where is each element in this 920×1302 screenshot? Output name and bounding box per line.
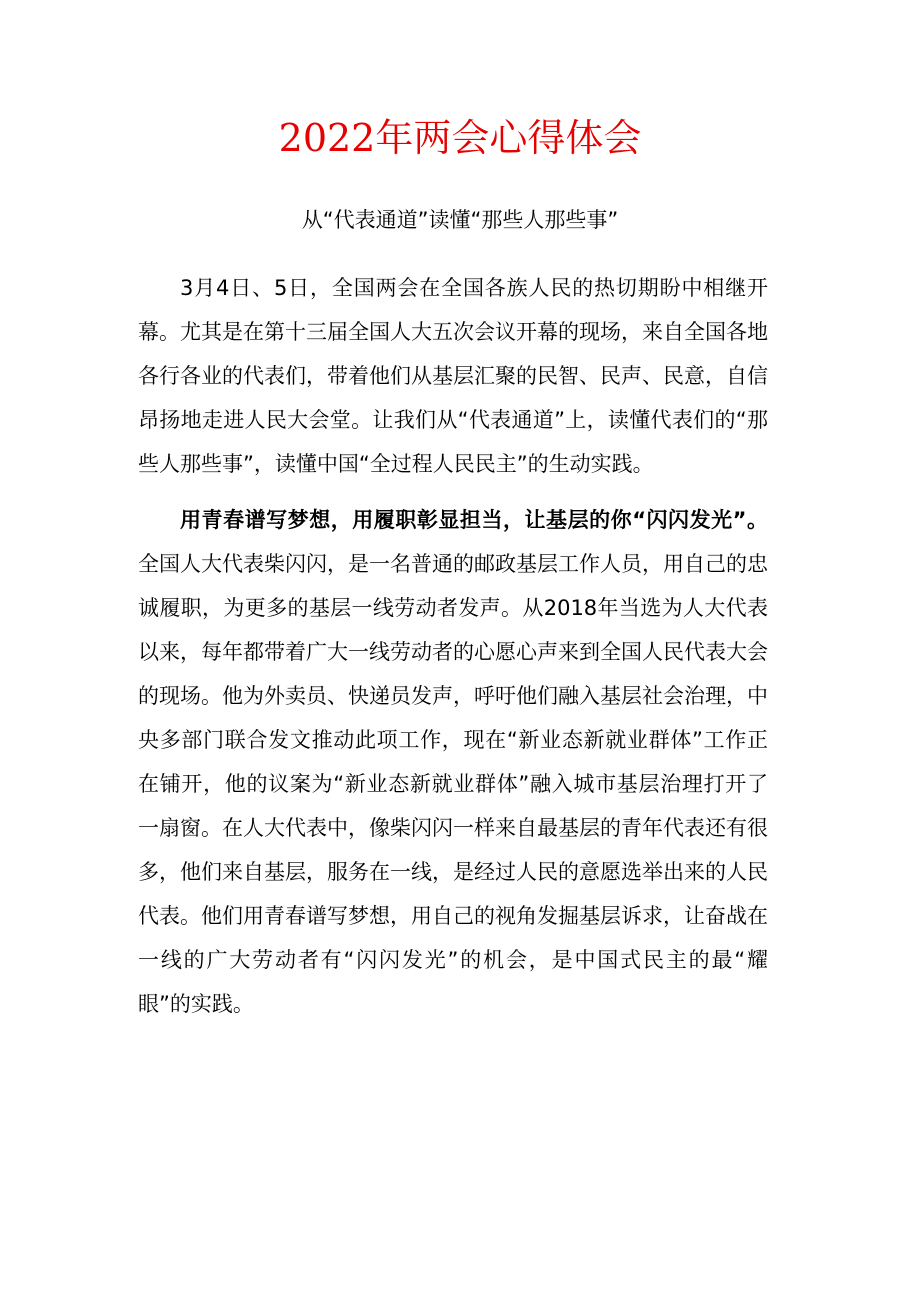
paragraph-intro: 3月4日、5日，全国两会在全国各族人民的热切期盼中相继开幕。尤其是在第十三届全国人大五次会议开幕的现场，来自全国各地各行各业的代表们，带着他们从基层汇聚的民智、民声、民意，自信昂扬地走进人民大会堂。让我们从“代表通道”上，读懂代表们的“那些人那些事”，读懂中国“全过程人民民主”的生动实践。	[138, 276, 768, 476]
document-subtitle: 从“代表通道”读懂“那些人那些事”	[301, 208, 619, 232]
paragraph-lead-heading: 用青春谱写梦想，用履职彰显担当，让基层的你“闪闪发光”。	[180, 508, 768, 532]
document-title: 2022年两会心得体会	[278, 116, 642, 160]
document-body	[138, 266, 768, 1026]
paragraph-chai-shanshan	[138, 498, 768, 1026]
paragraph-body-text: 全国人大代表柴闪闪，是一名普通的邮政基层工作人员，用自己的忠诚履职，为更多的基层一线劳动者发声。从2018年当选为人大代表以来，每年都带着广大一线劳动者的心愿心声来到全国人民代表大会的现场。他为外卖员、快递员发声，呼吁他们融入基层社会治理，中央多部门联合发文推动此项工作，现在“新业态新就业群体”工作正在铺开，他的议案为“新业态新就业群体”融入城市基层治理打开了一扇窗。在人大代表中，像柴闪闪一样来自最基层的青年代表还有很多，他们来自基层，服务在一线，是经过人民的意愿选举出来的人民代表。他们用青春谱写梦想，用自己的视角发掘基层诉求，让奋战在一线的广大劳动者有“闪闪发光”的机会，是中国式民主的最“耀眼”的实践。	[138, 552, 768, 1016]
